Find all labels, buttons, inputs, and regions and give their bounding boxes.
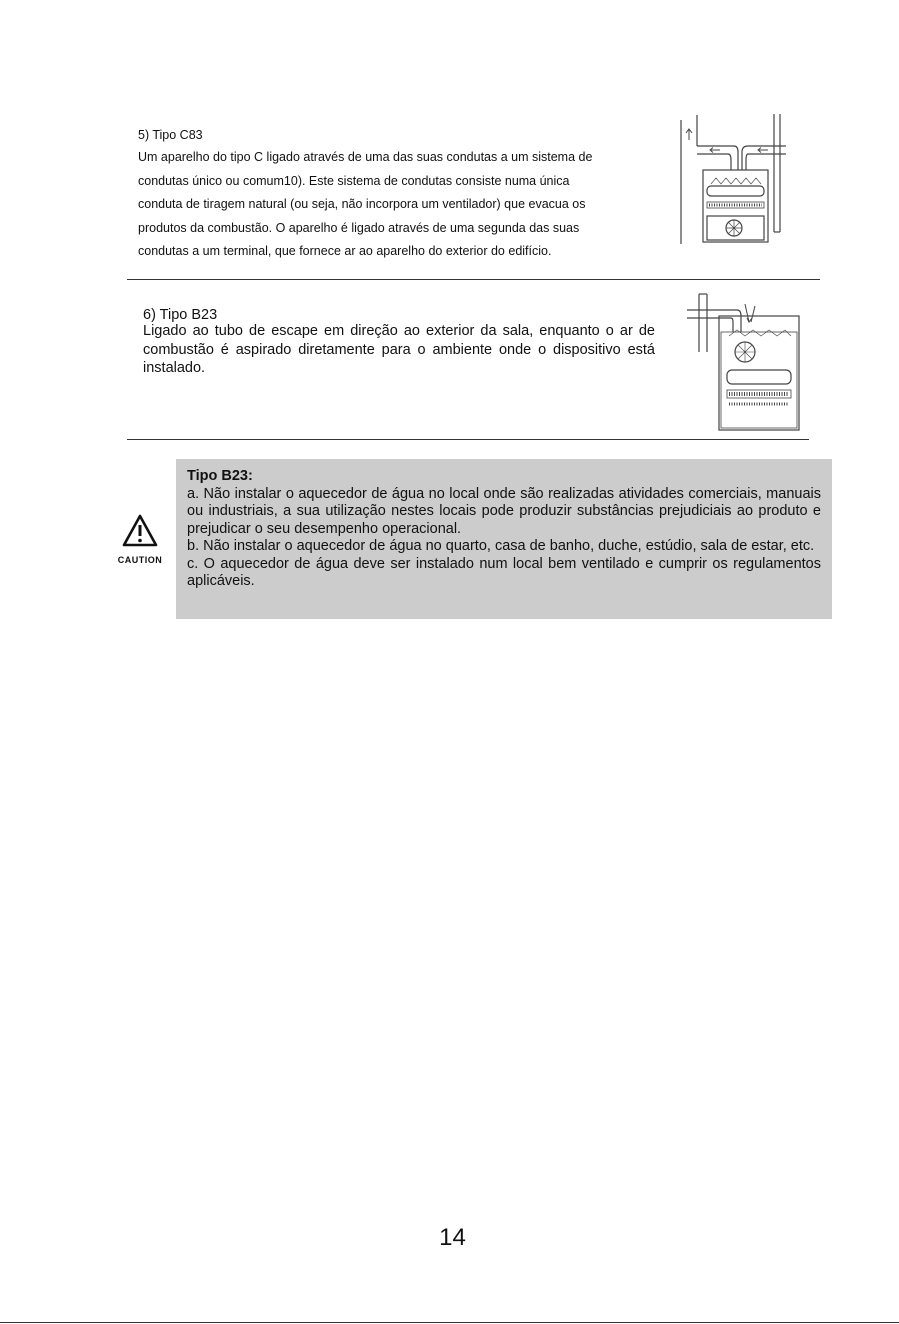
section-5-line: condutas único ou comum10). Este sistema de condutas consiste numa única <box>138 173 570 188</box>
section-5-line: conduta de tiragem natural (ou seja, não incorpora um ventilador) que evacua os <box>138 197 586 211</box>
caution-icon <box>112 514 168 570</box>
section-5-line: Um aparelho do tipo C ligado através de uma das suas condutas a um sistema de <box>138 150 593 164</box>
caution-item-b: b. Não instalar o aquecedor de água no quarto, casa de banho, duche, estúdio, sala de estar, etc. <box>187 538 815 554</box>
section-divider <box>127 279 820 280</box>
caution-box <box>176 459 832 619</box>
section-5-body <box>138 150 658 268</box>
section-6-title: 6) Tipo B23 <box>143 307 218 323</box>
b23-installation-diagram <box>685 286 803 434</box>
section-5-title: 5) Tipo C83 <box>138 128 203 142</box>
section-divider <box>127 439 809 440</box>
bottom-rule <box>0 1322 899 1323</box>
caution-title: Tipo B23: <box>187 468 253 484</box>
warning-triangle-icon <box>122 514 158 548</box>
section-6-body: Ligado ao tubo de escape em direção ao exterior da sala, enquanto o ar de combustão é aspirado diretamente para o ambiente onde o dispositivo está instalado. <box>143 323 655 376</box>
caution-item-a: a. Não instalar o aquecedor de água no local onde são realizadas atividades comerciais, manuais ou industriais, a sua utilização nestes locais pode produzir substâncias prejudiciais ao produto e prejudicar o seu desempenho operacional. <box>187 485 821 537</box>
section-5-line: produtos da combustão. O aparelho é ligado através de uma segunda das suas <box>138 220 580 235</box>
caution-item-c: c. O aquecedor de água deve ser instalado num local bem ventilado e cumprir os regulamentos aplicáveis. <box>187 555 821 589</box>
section-5-line: condutas a um terminal, que fornece ar ao aparelho do exterior do edifício. <box>138 244 552 258</box>
page-number: 14 <box>439 1224 466 1251</box>
caution-label: CAUTION <box>117 555 163 565</box>
c83-installation-diagram <box>676 112 786 247</box>
